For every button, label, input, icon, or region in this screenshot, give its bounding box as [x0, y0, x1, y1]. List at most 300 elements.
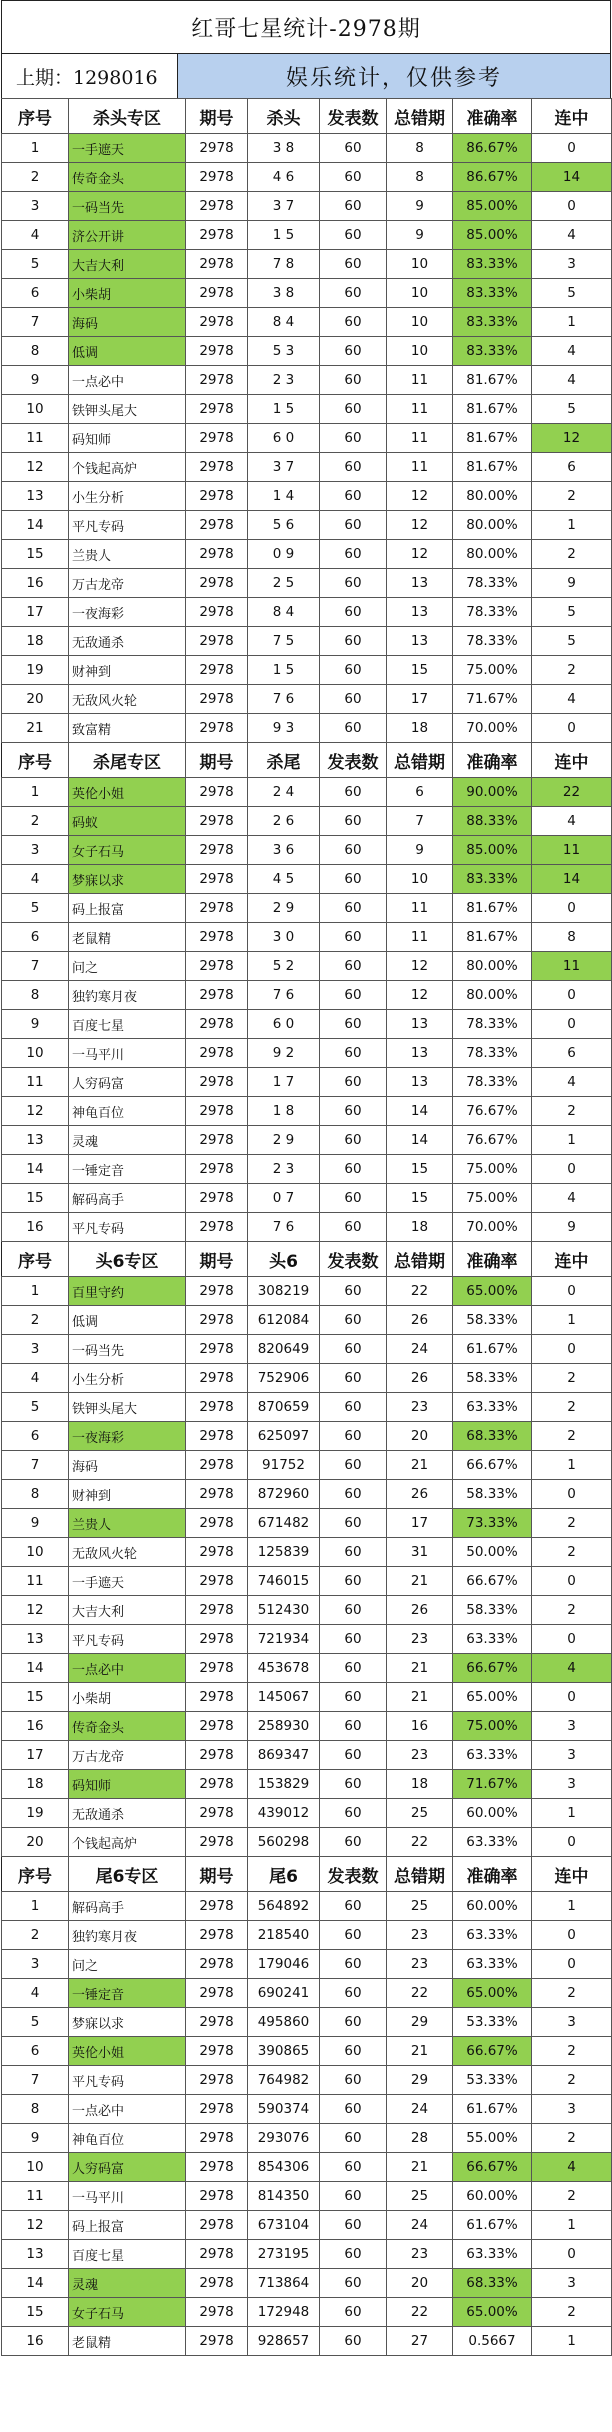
cell-accuracy: 63.33%: [453, 1741, 532, 1770]
table-row: [2, 1068, 612, 1097]
cell-pick: 3 7: [248, 453, 320, 482]
cell-name: 兰贵人: [69, 1509, 186, 1538]
cell-accuracy: 71.67%: [453, 1770, 532, 1799]
cell-posts: 60: [320, 192, 387, 221]
cell-seq: 1: [2, 134, 69, 163]
cell-seq: 3: [2, 836, 69, 865]
table-row: [2, 163, 612, 192]
table-row: [2, 2240, 612, 2269]
cell-misses: 18: [387, 714, 453, 743]
cell-name: 海码: [69, 1451, 186, 1480]
cell-posts: 60: [320, 1950, 387, 1979]
cell-name: 无敌风火轮: [69, 1538, 186, 1567]
section-header-row: [2, 1857, 612, 1892]
cell-issue: 2978: [186, 134, 248, 163]
cell-seq: 12: [2, 2211, 69, 2240]
cell-name: 万古龙帝: [69, 1741, 186, 1770]
cell-name: 英伦小姐: [69, 778, 186, 807]
table-row: [2, 778, 612, 807]
cell-streak: 0: [532, 2240, 612, 2269]
cell-misses: 20: [387, 1422, 453, 1451]
cell-posts: 60: [320, 1625, 387, 1654]
cell-posts: 60: [320, 1596, 387, 1625]
cell-posts: 60: [320, 1213, 387, 1242]
table-row: [2, 923, 612, 952]
cell-misses: 21: [387, 1567, 453, 1596]
cell-name: 神龟百位: [69, 2124, 186, 2153]
table-row: [2, 2066, 612, 2095]
cell-name: 一码当先: [69, 192, 186, 221]
cell-name: 人穷码富: [69, 2153, 186, 2182]
cell-streak: 0: [532, 981, 612, 1010]
header-pick: 尾6: [248, 1857, 320, 1892]
cell-seq: 12: [2, 1596, 69, 1625]
cell-accuracy: 58.33%: [453, 1306, 532, 1335]
header-accuracy: 准确率: [453, 1242, 532, 1277]
cell-name: 一点必中: [69, 1654, 186, 1683]
cell-seq: 14: [2, 1654, 69, 1683]
cell-issue: 2978: [186, 366, 248, 395]
cell-issue: 2978: [186, 778, 248, 807]
cell-posts: 60: [320, 1509, 387, 1538]
header-pick: 杀尾: [248, 743, 320, 778]
cell-posts: 60: [320, 836, 387, 865]
cell-streak: 2: [532, 2124, 612, 2153]
cell-issue: 2978: [186, 2066, 248, 2095]
cell-misses: 9: [387, 192, 453, 221]
cell-name: 百里守约: [69, 1277, 186, 1306]
cell-misses: 25: [387, 1799, 453, 1828]
table-row: [2, 1892, 612, 1921]
previous-issue-label: 上期：1298016: [2, 54, 178, 98]
cell-issue: 2978: [186, 1892, 248, 1921]
table-row: [2, 1039, 612, 1068]
cell-issue: 2978: [186, 2327, 248, 2356]
cell-streak: 14: [532, 865, 612, 894]
cell-seq: 15: [2, 1184, 69, 1213]
cell-name: 老鼠精: [69, 2327, 186, 2356]
cell-issue: 2978: [186, 2269, 248, 2298]
cell-issue: 2978: [186, 1683, 248, 1712]
cell-pick: 564892: [248, 1892, 320, 1921]
cell-streak: 1: [532, 2327, 612, 2356]
cell-misses: 23: [387, 1393, 453, 1422]
cell-streak: 0: [532, 1683, 612, 1712]
cell-issue: 2978: [186, 2095, 248, 2124]
cell-seq: 17: [2, 598, 69, 627]
cell-seq: 4: [2, 1979, 69, 2008]
cell-accuracy: 85.00%: [453, 221, 532, 250]
cell-posts: 60: [320, 656, 387, 685]
cell-seq: 6: [2, 1422, 69, 1451]
cell-streak: 0: [532, 1950, 612, 1979]
cell-streak: 2: [532, 2182, 612, 2211]
table-row: [2, 1741, 612, 1770]
table-row: [2, 1306, 612, 1335]
sub-header: [1, 53, 611, 98]
cell-seq: 15: [2, 1683, 69, 1712]
cell-seq: 16: [2, 2327, 69, 2356]
cell-pick: 2 3: [248, 366, 320, 395]
header-seq: 序号: [2, 1857, 69, 1892]
cell-accuracy: 61.67%: [453, 2211, 532, 2240]
cell-pick: 3 6: [248, 836, 320, 865]
cell-pick: 145067: [248, 1683, 320, 1712]
cell-posts: 60: [320, 482, 387, 511]
cell-streak: 1: [532, 1799, 612, 1828]
cell-posts: 60: [320, 1422, 387, 1451]
cell-name: 梦寐以求: [69, 2008, 186, 2037]
cell-misses: 23: [387, 2240, 453, 2269]
cell-name: 无敌通杀: [69, 627, 186, 656]
header-posts: 发表数: [320, 1242, 387, 1277]
cell-issue: 2978: [186, 482, 248, 511]
cell-name: 万古龙帝: [69, 569, 186, 598]
cell-misses: 23: [387, 1950, 453, 1979]
cell-seq: 20: [2, 685, 69, 714]
cell-streak: 2: [532, 540, 612, 569]
cell-issue: 2978: [186, 1480, 248, 1509]
cell-misses: 28: [387, 2124, 453, 2153]
cell-accuracy: 66.67%: [453, 2037, 532, 2066]
cell-pick: 179046: [248, 1950, 320, 1979]
cell-misses: 23: [387, 1741, 453, 1770]
table-row: [2, 250, 612, 279]
cell-misses: 20: [387, 2269, 453, 2298]
cell-accuracy: 60.00%: [453, 1799, 532, 1828]
cell-seq: 5: [2, 2008, 69, 2037]
header-issue: 期号: [186, 1242, 248, 1277]
cell-accuracy: 0.5667: [453, 2327, 532, 2356]
cell-pick: 9 3: [248, 714, 320, 743]
cell-misses: 11: [387, 395, 453, 424]
cell-name: 一点必中: [69, 2095, 186, 2124]
cell-posts: 60: [320, 807, 387, 836]
cell-name: 独钓寒月夜: [69, 1921, 186, 1950]
cell-posts: 60: [320, 1979, 387, 2008]
cell-misses: 10: [387, 250, 453, 279]
cell-accuracy: 78.33%: [453, 1010, 532, 1039]
cell-issue: 2978: [186, 2153, 248, 2182]
cell-issue: 2978: [186, 1741, 248, 1770]
table-row: [2, 511, 612, 540]
cell-misses: 22: [387, 2298, 453, 2327]
cell-name: 百度七星: [69, 2240, 186, 2269]
cell-issue: 2978: [186, 1306, 248, 1335]
cell-name: 传奇金头: [69, 1712, 186, 1741]
cell-name: 灵魂: [69, 1126, 186, 1155]
cell-seq: 15: [2, 540, 69, 569]
cell-accuracy: 81.67%: [453, 453, 532, 482]
cell-posts: 60: [320, 1770, 387, 1799]
cell-misses: 23: [387, 1625, 453, 1654]
cell-misses: 23: [387, 1921, 453, 1950]
cell-misses: 12: [387, 482, 453, 511]
cell-accuracy: 81.67%: [453, 395, 532, 424]
cell-seq: 7: [2, 952, 69, 981]
table-row: [2, 424, 612, 453]
table-row: [2, 714, 612, 743]
header-seq: 序号: [2, 1242, 69, 1277]
cell-pick: 854306: [248, 2153, 320, 2182]
cell-misses: 11: [387, 453, 453, 482]
cell-pick: 870659: [248, 1393, 320, 1422]
cell-pick: 590374: [248, 2095, 320, 2124]
cell-accuracy: 86.67%: [453, 163, 532, 192]
cell-issue: 2978: [186, 627, 248, 656]
cell-name: 一手遮天: [69, 134, 186, 163]
cell-pick: 671482: [248, 1509, 320, 1538]
cell-seq: 6: [2, 279, 69, 308]
cell-streak: 2: [532, 1538, 612, 1567]
cell-seq: 4: [2, 221, 69, 250]
cell-seq: 13: [2, 1126, 69, 1155]
cell-posts: 60: [320, 1921, 387, 1950]
table-row: [2, 1155, 612, 1184]
table-row: [2, 192, 612, 221]
cell-pick: 690241: [248, 1979, 320, 2008]
cell-streak: 0: [532, 134, 612, 163]
table-row: [2, 2211, 612, 2240]
cell-pick: 3 7: [248, 192, 320, 221]
cell-seq: 6: [2, 2037, 69, 2066]
cell-accuracy: 81.67%: [453, 424, 532, 453]
sheet-title: 红哥七星统计-2978期: [1, 0, 611, 53]
cell-seq: 18: [2, 627, 69, 656]
table-row: [2, 308, 612, 337]
cell-streak: 3: [532, 2008, 612, 2037]
cell-pick: 6 0: [248, 424, 320, 453]
cell-seq: 13: [2, 482, 69, 511]
cell-name: 财神到: [69, 1480, 186, 1509]
cell-issue: 2978: [186, 279, 248, 308]
cell-misses: 14: [387, 1126, 453, 1155]
cell-accuracy: 81.67%: [453, 923, 532, 952]
cell-posts: 60: [320, 685, 387, 714]
cell-pick: 625097: [248, 1422, 320, 1451]
cell-pick: 258930: [248, 1712, 320, 1741]
cell-seq: 3: [2, 1950, 69, 1979]
cell-streak: 2: [532, 482, 612, 511]
cell-pick: 125839: [248, 1538, 320, 1567]
cell-name: 问之: [69, 1950, 186, 1979]
header-issue: 期号: [186, 99, 248, 134]
table-row: [2, 1683, 612, 1712]
cell-pick: 512430: [248, 1596, 320, 1625]
cell-name: 梦寐以求: [69, 865, 186, 894]
cell-issue: 2978: [186, 1596, 248, 1625]
cell-seq: 1: [2, 1892, 69, 1921]
cell-seq: 5: [2, 250, 69, 279]
cell-name: 低调: [69, 1306, 186, 1335]
cell-accuracy: 63.33%: [453, 2240, 532, 2269]
header-issue: 期号: [186, 1857, 248, 1892]
cell-accuracy: 71.67%: [453, 685, 532, 714]
cell-posts: 60: [320, 1799, 387, 1828]
cell-issue: 2978: [186, 1393, 248, 1422]
cell-streak: 2: [532, 2037, 612, 2066]
cell-pick: 752906: [248, 1364, 320, 1393]
cell-name: 百度七星: [69, 1010, 186, 1039]
cell-accuracy: 65.00%: [453, 1979, 532, 2008]
cell-seq: 11: [2, 424, 69, 453]
cell-posts: 60: [320, 1538, 387, 1567]
cell-misses: 12: [387, 540, 453, 569]
cell-seq: 12: [2, 453, 69, 482]
cell-name: 海码: [69, 308, 186, 337]
cell-misses: 13: [387, 1068, 453, 1097]
cell-streak: 5: [532, 627, 612, 656]
cell-streak: 0: [532, 1155, 612, 1184]
cell-streak: 11: [532, 836, 612, 865]
cell-accuracy: 86.67%: [453, 134, 532, 163]
cell-issue: 2978: [186, 1654, 248, 1683]
cell-issue: 2978: [186, 1950, 248, 1979]
cell-misses: 12: [387, 952, 453, 981]
cell-accuracy: 70.00%: [453, 714, 532, 743]
cell-issue: 2978: [186, 1422, 248, 1451]
cell-pick: 390865: [248, 2037, 320, 2066]
cell-misses: 22: [387, 1979, 453, 2008]
cell-posts: 60: [320, 1828, 387, 1857]
cell-name: 大吉大利: [69, 250, 186, 279]
cell-name: 财神到: [69, 656, 186, 685]
header-seq: 序号: [2, 743, 69, 778]
table-row: [2, 1393, 612, 1422]
cell-accuracy: 58.33%: [453, 1364, 532, 1393]
cell-streak: 2: [532, 1393, 612, 1422]
cell-pick: 2 9: [248, 1126, 320, 1155]
cell-name: 平凡专码: [69, 511, 186, 540]
cell-misses: 11: [387, 923, 453, 952]
cell-accuracy: 83.33%: [453, 250, 532, 279]
cell-posts: 60: [320, 627, 387, 656]
cell-accuracy: 70.00%: [453, 1213, 532, 1242]
cell-pick: 1 5: [248, 395, 320, 424]
cell-pick: 273195: [248, 2240, 320, 2269]
cell-posts: 60: [320, 2182, 387, 2211]
cell-accuracy: 83.33%: [453, 308, 532, 337]
cell-pick: 872960: [248, 1480, 320, 1509]
cell-accuracy: 73.33%: [453, 1509, 532, 1538]
cell-issue: 2978: [186, 2182, 248, 2211]
section-header-row: [2, 743, 612, 778]
cell-accuracy: 63.33%: [453, 1625, 532, 1654]
cell-posts: 60: [320, 540, 387, 569]
header-posts: 发表数: [320, 99, 387, 134]
cell-posts: 60: [320, 395, 387, 424]
cell-pick: 8 4: [248, 308, 320, 337]
cell-streak: 5: [532, 395, 612, 424]
cell-streak: 0: [532, 1480, 612, 1509]
cell-pick: 5 2: [248, 952, 320, 981]
cell-accuracy: 68.33%: [453, 2269, 532, 2298]
cell-posts: 60: [320, 598, 387, 627]
table-row: [2, 2327, 612, 2356]
cell-issue: 2978: [186, 2008, 248, 2037]
cell-issue: 2978: [186, 1277, 248, 1306]
cell-name: 一手遮天: [69, 1567, 186, 1596]
cell-posts: 60: [320, 2240, 387, 2269]
cell-posts: 60: [320, 279, 387, 308]
cell-misses: 11: [387, 894, 453, 923]
stats-sheet: [1, 0, 611, 2356]
cell-issue: 2978: [186, 569, 248, 598]
header-name: 尾6专区: [69, 1857, 186, 1892]
cell-name: 一锤定音: [69, 1155, 186, 1184]
table-row: [2, 1921, 612, 1950]
cell-accuracy: 83.33%: [453, 279, 532, 308]
cell-accuracy: 78.33%: [453, 569, 532, 598]
cell-posts: 60: [320, 981, 387, 1010]
cell-seq: 3: [2, 192, 69, 221]
header-streak: 连中: [532, 99, 612, 134]
cell-name: 一锤定音: [69, 1979, 186, 2008]
cell-seq: 2: [2, 807, 69, 836]
cell-name: 小柴胡: [69, 1683, 186, 1712]
cell-misses: 6: [387, 778, 453, 807]
cell-misses: 11: [387, 424, 453, 453]
cell-misses: 26: [387, 1364, 453, 1393]
cell-seq: 8: [2, 2095, 69, 2124]
cell-streak: 4: [532, 1184, 612, 1213]
cell-accuracy: 85.00%: [453, 192, 532, 221]
cell-posts: 60: [320, 1184, 387, 1213]
cell-pick: 2 4: [248, 778, 320, 807]
cell-seq: 4: [2, 865, 69, 894]
cell-streak: 3: [532, 1712, 612, 1741]
cell-name: 铁钾头尾大: [69, 395, 186, 424]
cell-name: 解码高手: [69, 1892, 186, 1921]
cell-name: 个钱起高炉: [69, 1828, 186, 1857]
cell-seq: 6: [2, 923, 69, 952]
cell-issue: 2978: [186, 656, 248, 685]
cell-misses: 26: [387, 1480, 453, 1509]
cell-posts: 60: [320, 865, 387, 894]
cell-posts: 60: [320, 424, 387, 453]
cell-pick: 1 5: [248, 221, 320, 250]
table-row: [2, 598, 612, 627]
header-accuracy: 准确率: [453, 99, 532, 134]
cell-misses: 9: [387, 221, 453, 250]
cell-posts: 60: [320, 1010, 387, 1039]
cell-name: 传奇金头: [69, 163, 186, 192]
cell-name: 一夜海彩: [69, 598, 186, 627]
table-row: [2, 1654, 612, 1683]
cell-seq: 9: [2, 366, 69, 395]
cell-seq: 16: [2, 1213, 69, 1242]
cell-name: 小生分析: [69, 1364, 186, 1393]
cell-pick: 1 7: [248, 1068, 320, 1097]
cell-accuracy: 58.33%: [453, 1596, 532, 1625]
cell-misses: 17: [387, 685, 453, 714]
cell-streak: 11: [532, 952, 612, 981]
cell-pick: 9 2: [248, 1039, 320, 1068]
cell-issue: 2978: [186, 1451, 248, 1480]
cell-posts: 60: [320, 1306, 387, 1335]
header-posts: 发表数: [320, 743, 387, 778]
cell-pick: 5 6: [248, 511, 320, 540]
cell-seq: 10: [2, 1538, 69, 1567]
cell-pick: 0 9: [248, 540, 320, 569]
cell-streak: 2: [532, 2066, 612, 2095]
cell-misses: 12: [387, 511, 453, 540]
cell-issue: 2978: [186, 1126, 248, 1155]
cell-issue: 2978: [186, 894, 248, 923]
cell-seq: 9: [2, 1509, 69, 1538]
cell-streak: 4: [532, 366, 612, 395]
cell-accuracy: 75.00%: [453, 1712, 532, 1741]
